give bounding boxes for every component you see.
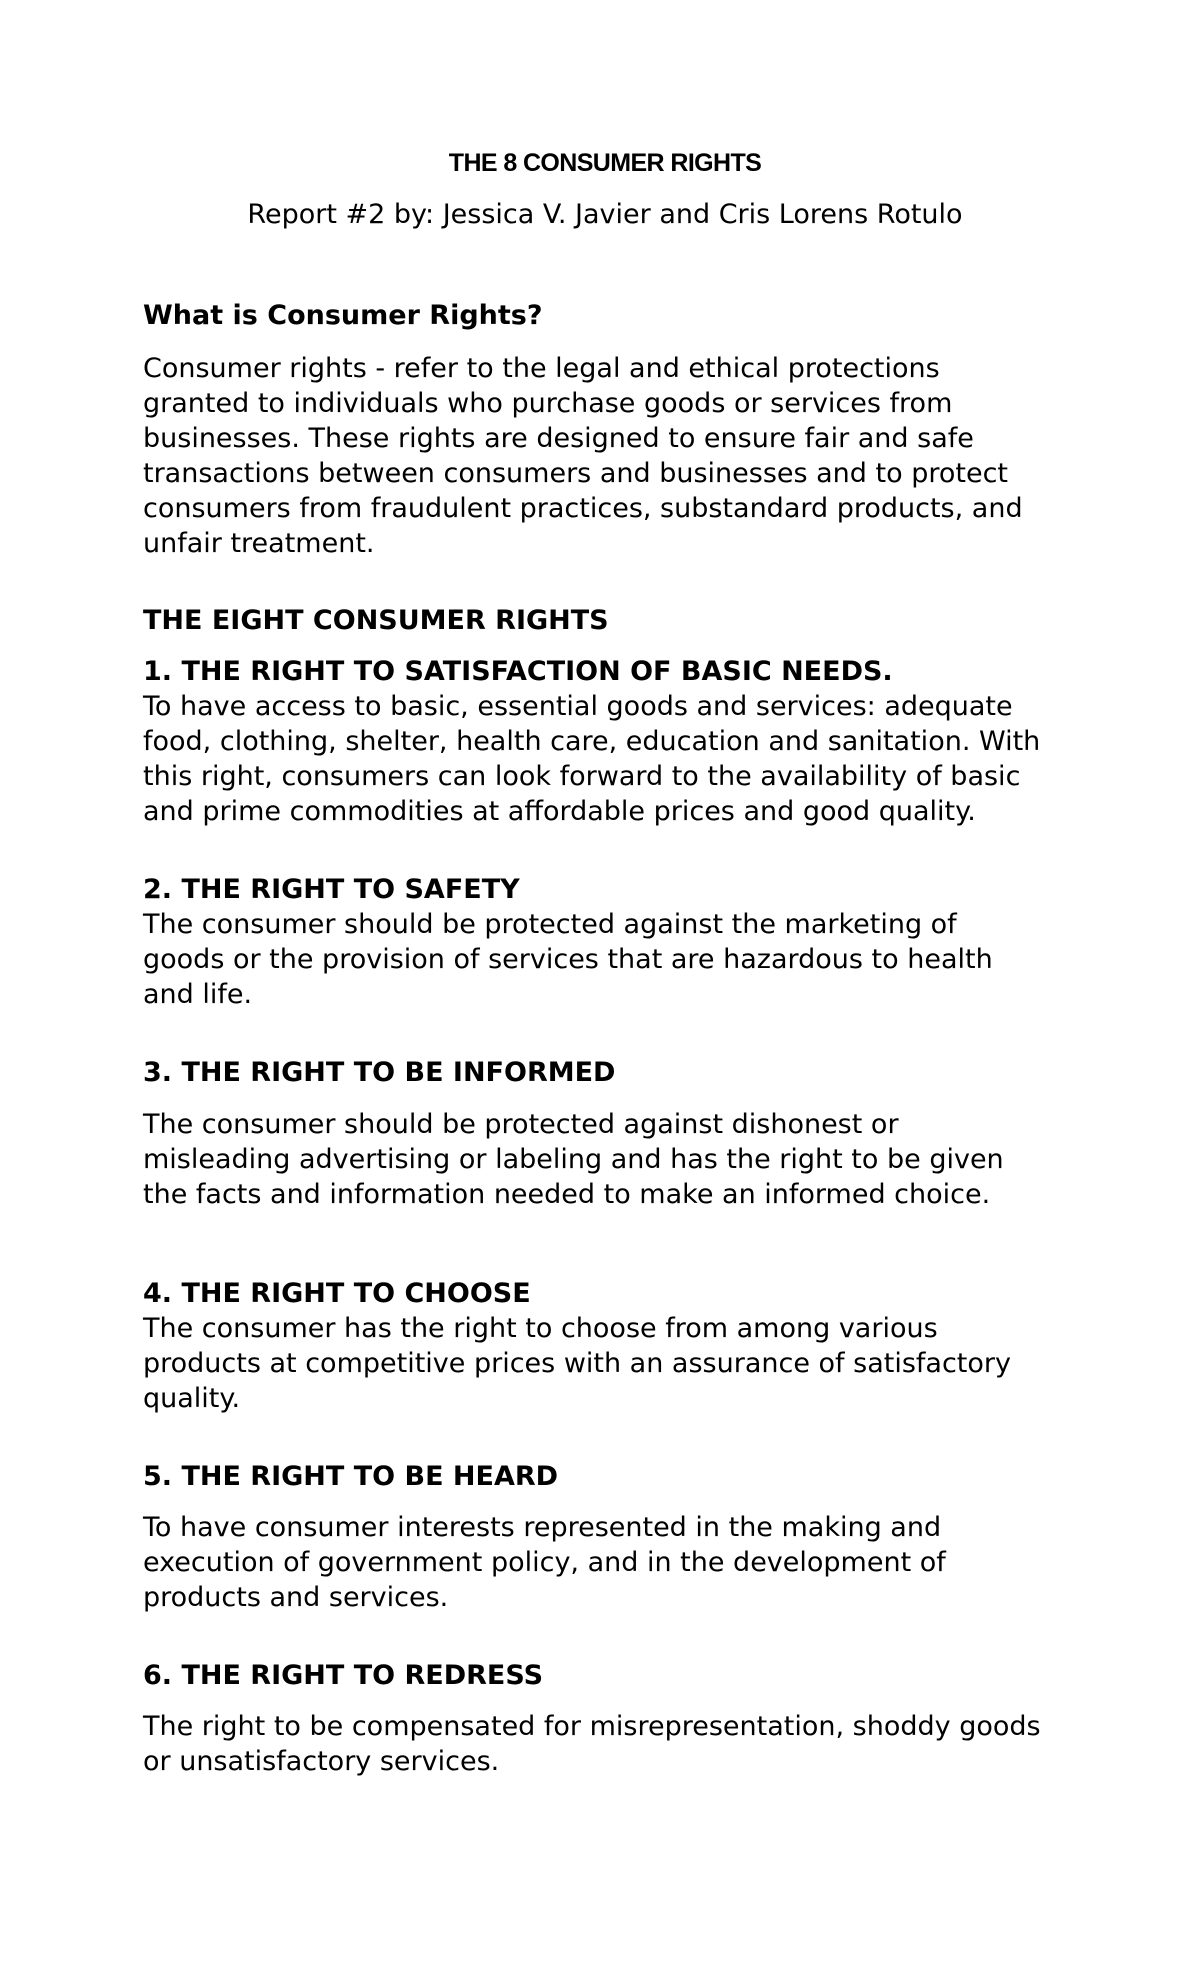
- right-2-paragraph: [143, 907, 1083, 1012]
- right-6-heading: 6. THE RIGHT TO REDRESS: [143, 1660, 544, 1691]
- right-1-heading: 1. THE RIGHT TO SATISFACTION OF BASIC NEEDS.: [143, 656, 893, 687]
- paragraph-line: execution of government policy, and in the development of: [143, 1547, 946, 1578]
- paragraph-line: misleading advertising or labeling and has the right to be given: [143, 1144, 1004, 1175]
- paragraph-line: unfair treatment.: [143, 528, 375, 559]
- paragraph-line: To have access to basic, essential goods and services: adequate: [143, 691, 1013, 722]
- paragraph-line: this right, consumers can look forward to the availability of basic: [143, 761, 1021, 792]
- paragraph-line: products at competitive prices with an assurance of satisfactory: [143, 1348, 1011, 1379]
- right-5-paragraph: [143, 1510, 1083, 1615]
- section-heading: THE EIGHT CONSUMER RIGHTS: [143, 605, 609, 636]
- paragraph-line: products and services.: [143, 1582, 449, 1613]
- right-4-paragraph: [143, 1311, 1083, 1416]
- right-6-paragraph: [143, 1709, 1083, 1779]
- right-3-heading: 3. THE RIGHT TO BE INFORMED: [143, 1057, 616, 1088]
- paragraph-line: quality.: [143, 1383, 241, 1414]
- paragraph-line: and prime commodities at affordable prices and good quality.: [143, 796, 976, 827]
- paragraph-line: or unsatisfactory services.: [143, 1746, 500, 1777]
- right-2-heading: 2. THE RIGHT TO SAFETY: [143, 874, 520, 905]
- right-3-paragraph: [143, 1107, 1083, 1212]
- intro-heading: What is Consumer Rights?: [143, 300, 543, 331]
- paragraph-line: the facts and information needed to make an informed choice.: [143, 1179, 991, 1210]
- paragraph-line: The consumer has the right to choose from among various: [143, 1313, 938, 1344]
- paragraph-line: food, clothing, shelter, health care, education and sanitation. With: [143, 726, 1041, 757]
- paragraph-line: To have consumer interests represented in the making and: [143, 1512, 942, 1543]
- paragraph-line: businesses. These rights are designed to ensure fair and safe: [143, 423, 974, 454]
- paragraph-line: consumers from fraudulent practices, substandard products, and: [143, 493, 1023, 524]
- paragraph-line: and life.: [143, 979, 253, 1010]
- paragraph-line: The right to be compensated for misrepresentation, shoddy goods: [143, 1711, 1041, 1742]
- document-byline: Report #2 by: Jessica V. Javier and Cris Lorens Rotulo: [247, 199, 963, 230]
- right-1-paragraph: [143, 689, 1083, 829]
- document-title: THE 8 CONSUMER RIGHTS: [448, 149, 762, 177]
- paragraph-line: The consumer should be protected against the marketing of: [143, 909, 957, 940]
- paragraph-line: The consumer should be protected against dishonest or: [143, 1109, 899, 1140]
- paragraph-line: Consumer rights - refer to the legal and ethical protections: [143, 353, 940, 384]
- right-5-heading: 5. THE RIGHT TO BE HEARD: [143, 1461, 559, 1492]
- paragraph-line: transactions between consumers and businesses and to protect: [143, 458, 1009, 489]
- right-4-heading: 4. THE RIGHT TO CHOOSE: [143, 1278, 531, 1309]
- paragraph-line: goods or the provision of services that are hazardous to health: [143, 944, 993, 975]
- paragraph-line: granted to individuals who purchase goods or services from: [143, 388, 953, 419]
- intro-paragraph: [143, 351, 1083, 561]
